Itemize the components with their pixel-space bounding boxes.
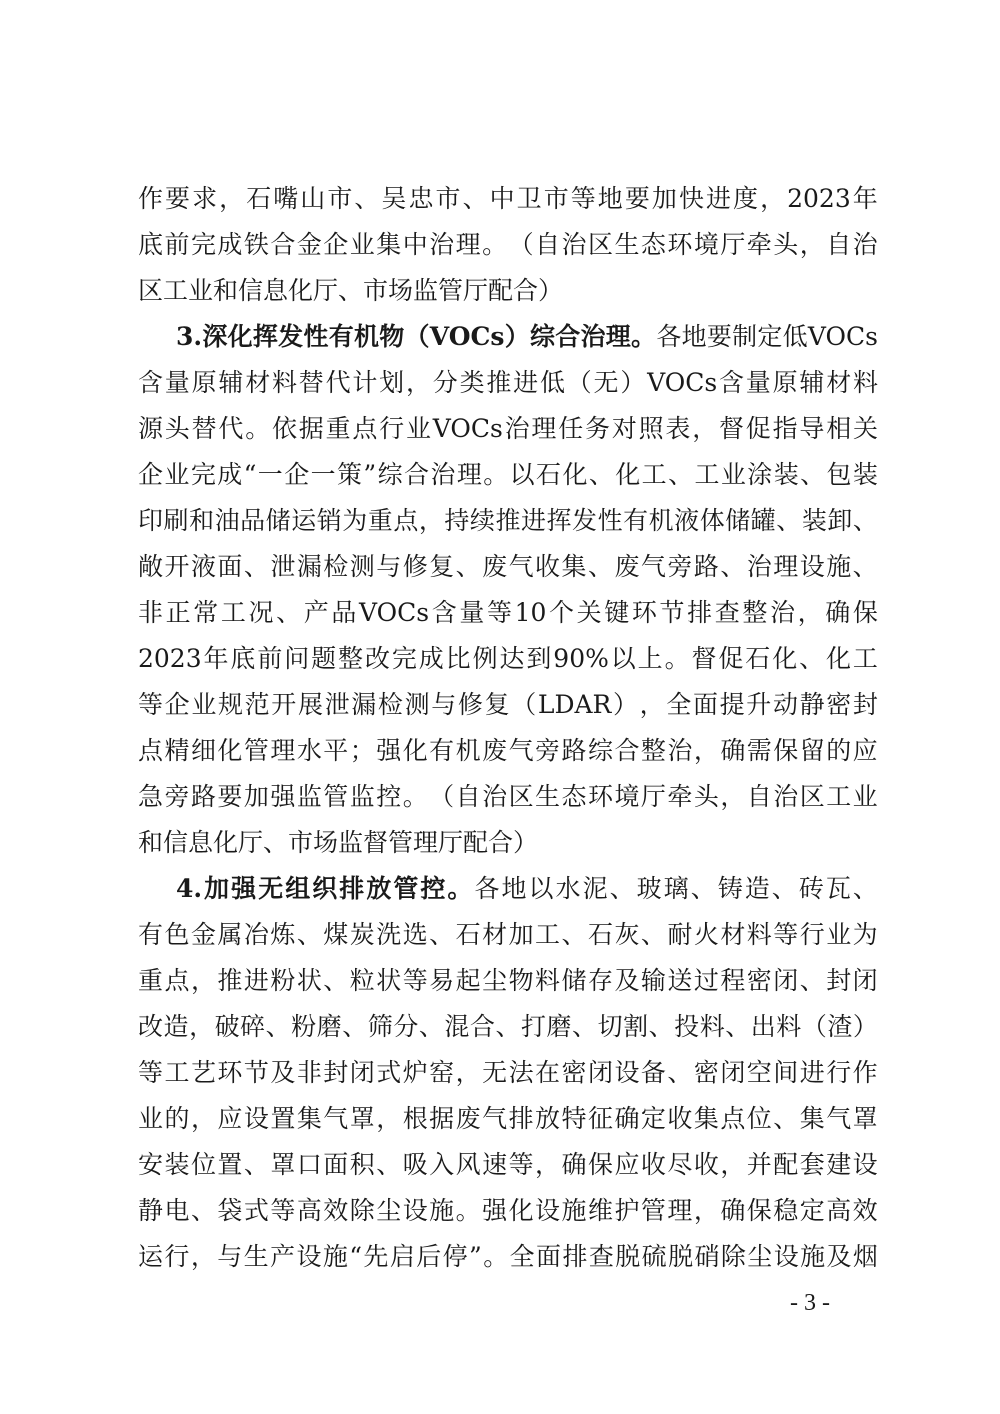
text-line: 等 工 艺 环 节 及 非 封 闭 式 炉 窑 ， 无 法 在 密 闭 设 备 、 密 闭 空 间 进 行 作 (138, 1058, 878, 1087)
text-line: 静 电 、 袋 式 等 高 效 除 尘 设 施 。 强 化 设 施 维 护 管 理 ， 确 保 稳 定 高 效 (138, 1196, 878, 1225)
text-line (138, 820, 878, 866)
text-line: 2023 年 底 前 问 题 整 改 完 成 比 例 达 到 90% 以 上 。 督 促 石 化 、 化 工 (138, 644, 878, 673)
text-line: 企 业 完 成 “ 一 企 一 策 ” 综 合 治 理 。 以 石 化 、 化 工 、 工 业 涂 装 、 包 装 (138, 460, 878, 489)
text-line: 改 造 ， 破 碎 、 粉 磨 、 筛 分 、 混 合 、 打 磨 、 切 割 、 投 料 、 出 料 （ 渣 ） (138, 1012, 878, 1041)
text-line: 等 企 业 规 范 开 展 泄 漏 检 测 与 修 复 （ LDAR ） ， 全 面 提 升 动 静 密 封 (138, 690, 878, 719)
text-line: 安 装 位 置 、 罩 口 面 积 、 吸 入 风 速 等 ， 确 保 应 收 尽 收 ， 并 配 套 建 设 (138, 1150, 878, 1179)
text-line: 敞 开 液 面 、 泄 漏 检 测 与 修 复 、 废 气 收 集 、 废 气 旁 路 、 治 理 设 施 、 (138, 552, 878, 581)
text-line: 急 旁 路 要 加 强 监 管 监 控 。 （ 自 治 区 生 态 环 境 厅 牵 头 ， 自 治 区 工 业 (138, 782, 878, 811)
text-line: 印 刷 和 油 品 储 运 销 为 重 点 ， 持 续 推 进 挥 发 性 有 机 液 体 储 罐 、 装 卸 、 (138, 506, 878, 535)
text-line: 底 前 完 成 铁 合 金 企 业 集 中 治 理 。 （ 自 治 区 生 态 环 境 厅 牵 头 ， 自 治 (138, 230, 878, 259)
body-text (138, 176, 878, 1280)
text-line: 源 头 替 代 。 依 据 重 点 行 业 VOCs 治 理 任 务 对 照 表 ， 督 促 指 导 相 关 (138, 414, 878, 443)
text-line: 重 点 ， 推 进 粉 状 、 粒 状 等 易 起 尘 物 料 储 存 及 输 送 过 程 密 闭 、 封 闭 (138, 966, 878, 995)
text-line: 3. 深 化 挥 发 性 有 机 物 （ VOCs ） 综 合 治 理 。 各 地 要 制 定 低 VOCs (176, 322, 878, 351)
text-line: 业 的 ， 应 设 置 集 气 罩 ， 根 据 废 气 排 放 特 征 确 定 收 集 点 位 、 集 气 罩 (138, 1104, 878, 1133)
text-line: 含 量 原 辅 材 料 替 代 计 划 ， 分 类 推 进 低 （ 无 ） VOCs 含 量 原 辅 材 料 (138, 368, 878, 397)
text-line: 运 行 ， 与 生 产 设 施 “ 先 启 后 停 ” 。 全 面 排 查 脱 硫 脱 硝 除 尘 设 施 及 烟 (138, 1242, 878, 1271)
text-run: 和信息化厅、市场监督管理厅配合） (138, 828, 539, 857)
text-line: 有 色 金 属 冶 炼 、 煤 炭 洗 选 、 石 材 加 工 、 石 灰 、 耐 火 材 料 等 行 业 为 (138, 920, 878, 949)
text-line: 点 精 细 化 管 理 水 平 ； 强 化 有 机 废 气 旁 路 综 合 整 治 ， 确 需 保 留 的 应 (138, 736, 878, 765)
text-run: 区工业和信息化厅、市场监管厅配合） (138, 276, 564, 305)
text-line: 非 正 常 工 况 、 产 品 VOCs 含 量 等 10 个 关 键 环 节 排 查 整 治 ， 确 保 (138, 598, 878, 627)
text-line: 4. 加 强 无 组 织 排 放 管 控 。 各 地 以 水 泥 、 玻 璃 、 铸 造 、 砖 瓦 、 (176, 874, 878, 903)
text-line (138, 268, 878, 314)
text-line: 作 要 求 ， 石 嘴 山 市 、 吴 忠 市 、 中 卫 市 等 地 要 加 快 进 度 ， 2023 年 (138, 184, 878, 213)
page-number: - 3 - (790, 1290, 830, 1316)
